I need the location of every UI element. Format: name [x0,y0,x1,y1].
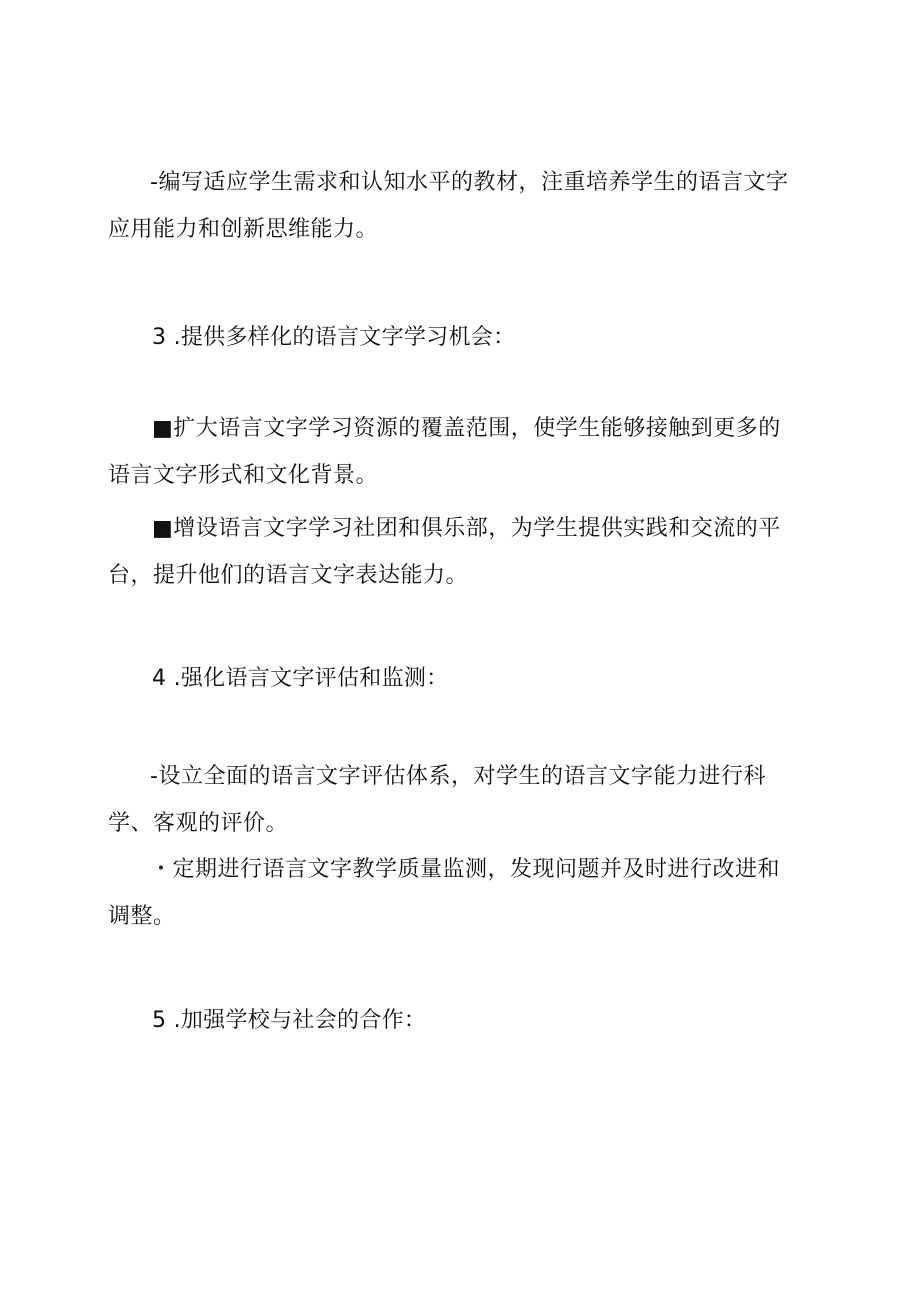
paragraph-line: 应用能力和创新思维能力。 [108,217,379,242]
paragraph-line: ■扩大语言文字学习资源的覆盖范围，使学生能够接触到更多的 [152,416,781,441]
paragraph-line: 学、客观的评价。 [108,811,289,836]
section-heading: 5 .加强学校与社会的合作： [152,1008,427,1033]
section-heading: 3 .提供多样化的语言文字学习机会： [152,325,516,350]
paragraph-line: 台，提升他们的语言文字表达能力。 [108,563,469,588]
paragraph-line: ■增设语言文字学习社团和俱乐部，为学生提供实践和交流的平 [152,516,781,541]
section-heading: 4 .强化语言文字评估和监测： [152,666,449,691]
paragraph-line: ・定期进行语言文字教学质量监测，发现问题并及时进行改进和 [150,857,781,882]
paragraph-line: -编写适应学生需求和认知水平的教材，注重培养学生的语言文字 [150,170,789,195]
paragraph-line: 语言文字形式和文化背景。 [108,463,379,488]
paragraph-line: 调整。 [108,904,176,929]
paragraph-line: -设立全面的语言文字评估体系，对学生的语言文字能力进行科 [150,764,766,789]
